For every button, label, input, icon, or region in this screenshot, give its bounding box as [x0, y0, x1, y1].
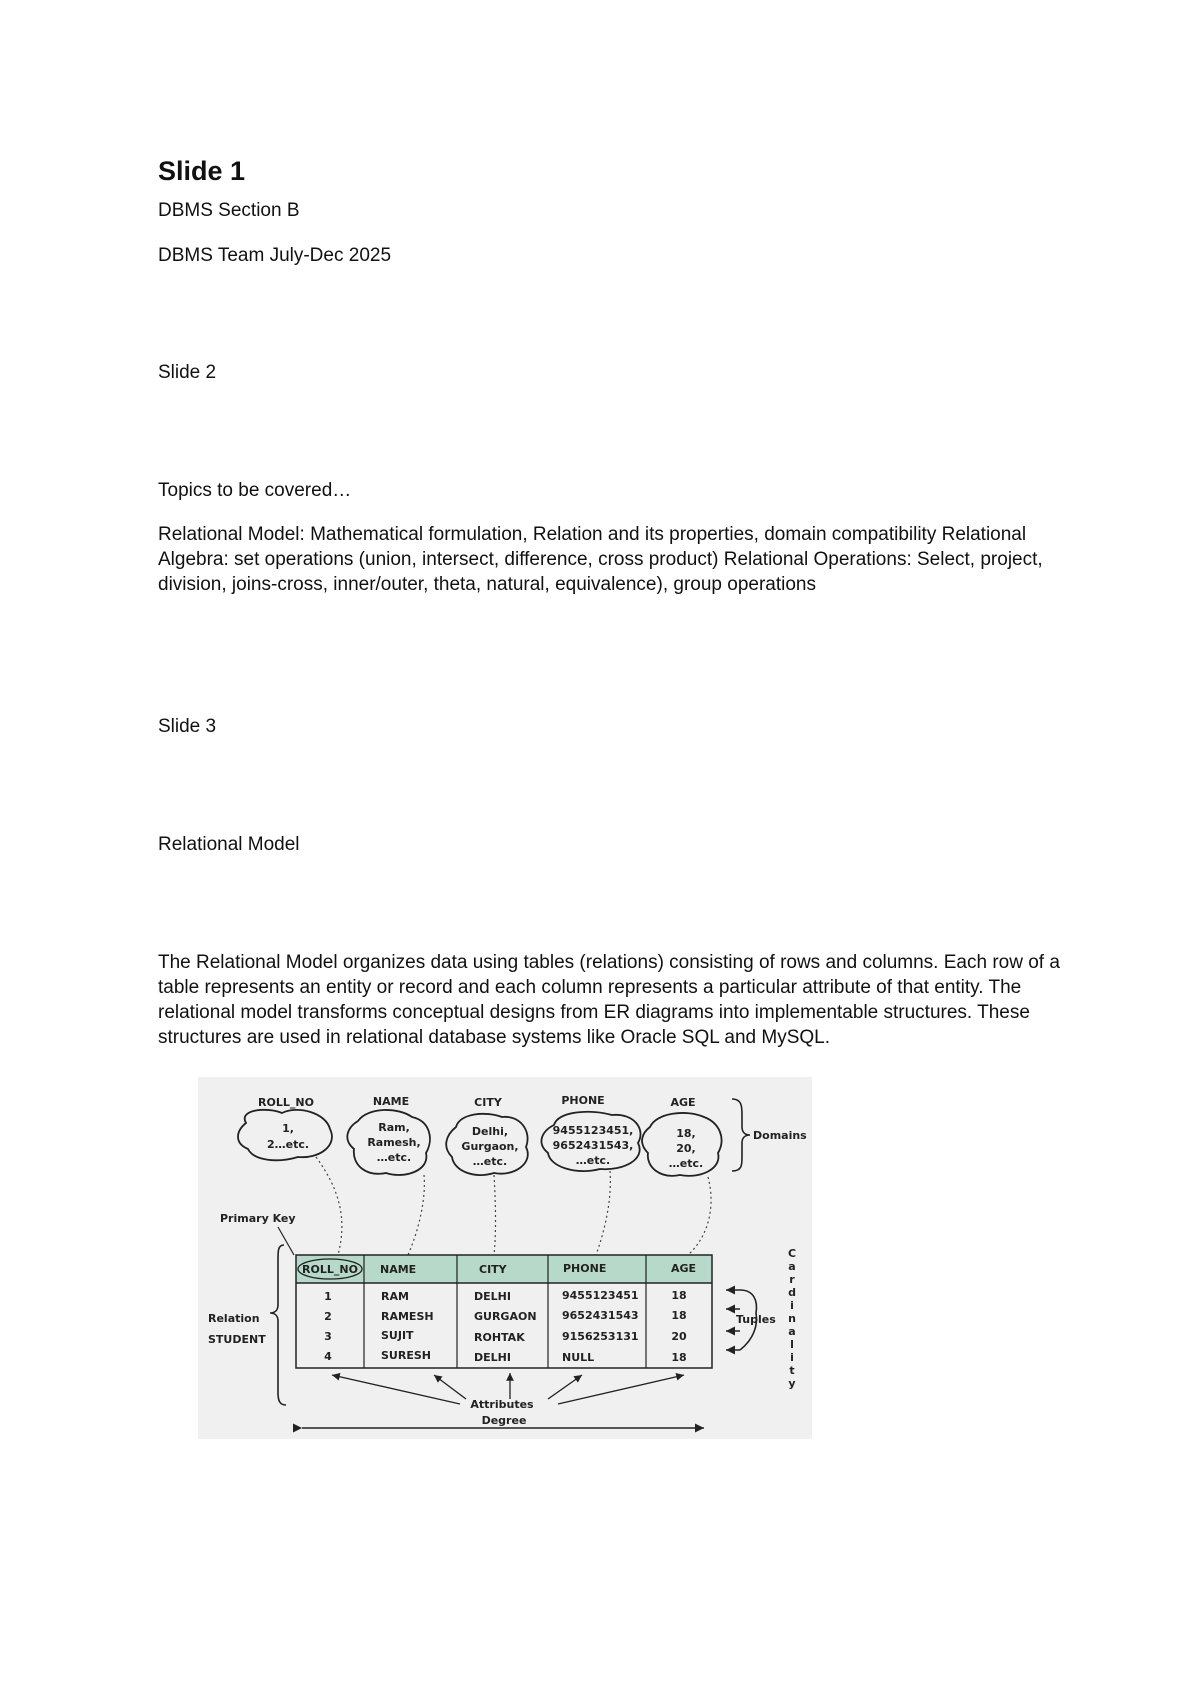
slide-3-title: Slide 3 [158, 716, 217, 737]
topics-body: Relational Model: Mathematical formulation, Relation and its properties, domain compatibility Relational Algebra: set operations (union, intersect, difference, cross product) Relational Operations: Select, project, division, joins-cross, inner/outer, theta, natural, equivalence), group operations [158, 524, 1043, 595]
table-cell: 18 [671, 1289, 687, 1302]
table-cell: SUJIT [381, 1329, 414, 1342]
table-cell: NULL [562, 1351, 595, 1364]
domain-value: 18, [676, 1127, 696, 1140]
domain-header-age: AGE [670, 1096, 696, 1109]
table-cell: 18 [671, 1309, 687, 1322]
domain-header-roll-no: ROLL_NO [258, 1096, 314, 1109]
table-cell: DELHI [474, 1351, 511, 1364]
table-cell: ROHTAK [474, 1331, 525, 1344]
domain-value: …etc. [575, 1154, 611, 1167]
attribute-arrow [548, 1375, 582, 1399]
table-cell: 9652431543 [562, 1309, 639, 1322]
cardinality-letter: i [790, 1299, 794, 1312]
relation-brace [270, 1245, 286, 1405]
cardinality-letter: d [788, 1286, 796, 1299]
domain-value: 9652431543, [552, 1139, 634, 1152]
table-row [324, 1289, 686, 1303]
cardinality-letter: t [789, 1364, 795, 1377]
cardinality-letter: l [790, 1338, 794, 1351]
domain-value: …etc. [668, 1157, 704, 1170]
primary-key-label: Primary Key [220, 1212, 296, 1225]
domain-connector [596, 1171, 610, 1255]
table-cell: 9156253131 [562, 1330, 639, 1343]
domain-connector [494, 1175, 496, 1255]
domain-connector [316, 1157, 342, 1255]
cardinality-letter: n [788, 1312, 796, 1325]
table-header-name: NAME [380, 1263, 417, 1276]
table-cell: 3 [324, 1330, 332, 1343]
cardinality-letter: y [788, 1377, 796, 1390]
table-cell: RAMESH [381, 1310, 434, 1323]
table-cell: DELHI [474, 1290, 511, 1303]
domains-label: Domains [753, 1129, 807, 1142]
relational-model-diagram [198, 1077, 812, 1439]
domain-value: Delhi, [471, 1125, 509, 1138]
domain-value: Gurgaon, [461, 1140, 519, 1153]
table-cell: GURGAON [474, 1310, 537, 1323]
course-section: DBMS Section B [158, 200, 300, 221]
table-cell: 20 [671, 1330, 687, 1343]
cardinality-letter: C [787, 1247, 797, 1260]
table-cell: 18 [671, 1351, 687, 1364]
domain-value: 20, [676, 1142, 696, 1155]
table-header-phone: PHONE [563, 1262, 607, 1275]
primary-key-pointer [278, 1227, 294, 1255]
topics-heading: Topics to be covered… [158, 480, 352, 501]
domain-header-city: CITY [474, 1096, 502, 1109]
slide-1-title: Slide 1 [158, 156, 246, 186]
domain-value: 1, [282, 1122, 294, 1135]
domain-value: …etc. [472, 1155, 508, 1168]
table-row [324, 1329, 687, 1344]
cardinality-letter: i [790, 1351, 794, 1364]
table-row [324, 1349, 686, 1364]
degree-label: Degree [481, 1414, 527, 1427]
table-cell: RAM [381, 1290, 409, 1303]
domain-value: Ramesh, [367, 1136, 421, 1149]
student-label: STUDENT [208, 1333, 266, 1346]
table-cell: SURESH [381, 1349, 431, 1362]
cardinality-letter: a [788, 1325, 796, 1338]
relation-label: Relation [208, 1312, 260, 1325]
domain-value: 9455123451, [552, 1124, 634, 1137]
table-cell: 4 [324, 1350, 332, 1363]
domain-value: …etc. [376, 1151, 412, 1164]
domain-value: Ram, [378, 1121, 410, 1134]
table-header-roll-no: ROLL_NO [302, 1263, 358, 1276]
domain-blob-roll-no [238, 1110, 332, 1160]
table-cell: 9455123451 [562, 1289, 639, 1302]
domain-connector [408, 1175, 424, 1255]
table-row [324, 1309, 686, 1323]
relational-model-heading: Relational Model [158, 834, 300, 855]
relational-model-body: The Relational Model organizes data using tables (relations) consisting of rows and columns. Each row of a table represents an entity or record and each column represents a particular attribute of that entity. The relational model transforms conceptual designs from ER diagrams into implementable structures. These structures are used in relational database systems like Oracle SQL and MySQL. [158, 952, 1060, 1048]
attribute-arrow [434, 1375, 466, 1399]
attributes-label: Attributes [470, 1398, 534, 1411]
domain-value: 2…etc. [266, 1138, 310, 1151]
domains-brace [732, 1099, 750, 1171]
course-team: DBMS Team July-Dec 2025 [158, 245, 392, 266]
slide-2-title: Slide 2 [158, 362, 217, 383]
domain-connector [688, 1177, 711, 1255]
diagram-svg [198, 1077, 812, 1439]
table-header-age: AGE [671, 1262, 697, 1275]
table-header-city: CITY [479, 1263, 507, 1276]
cardinality-label [788, 1247, 796, 1390]
tuples-label: Tuples [736, 1313, 776, 1326]
cardinality-letter: r [789, 1273, 795, 1286]
cardinality-letter: a [788, 1260, 796, 1273]
domain-header-phone: PHONE [561, 1094, 605, 1107]
table-cell: 1 [324, 1290, 332, 1303]
domain-header-name: NAME [372, 1095, 410, 1108]
table-cell: 2 [324, 1310, 332, 1323]
